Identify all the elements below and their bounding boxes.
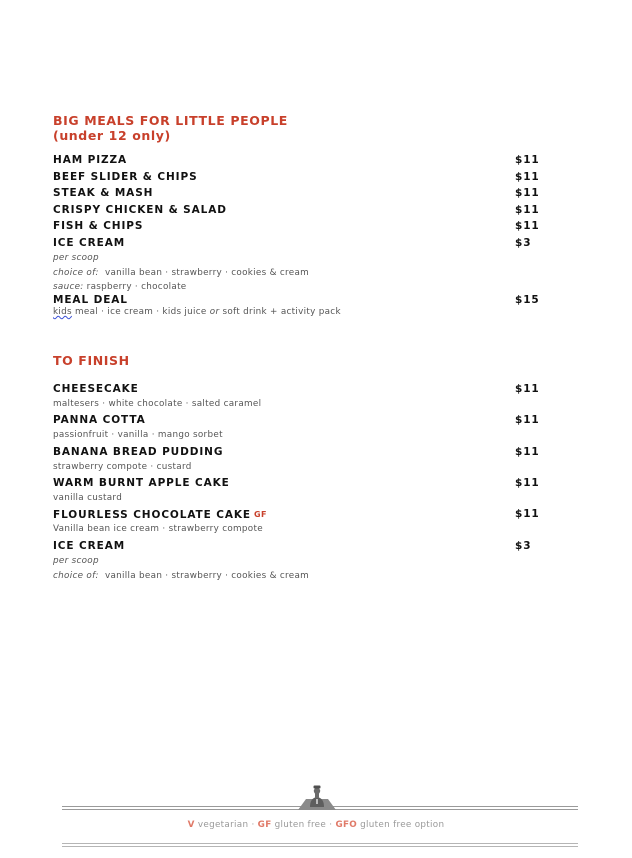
legend-text-v: vegetarian [197, 820, 249, 830]
meal-deal-desc-or: or [209, 307, 220, 317]
menu-item-name: CHEESECAKE [53, 383, 139, 395]
menu-item-name: ICE CREAM [53, 540, 126, 552]
menu-item-price: $3 [515, 237, 532, 249]
kids-section-title: BIG MEALS FOR LITTLE PEOPLE [53, 113, 288, 128]
menu-item-choices [53, 571, 309, 582]
menu-item-price: $11 [515, 414, 540, 426]
menu-item-description: passionfruit · vanilla · mango sorbet [53, 430, 223, 440]
footer-divider-bottom [62, 843, 578, 844]
legend-code-v: V [187, 820, 195, 830]
menu-item-description: strawberry compote · custard [53, 462, 192, 472]
menu-item-name: BEEF SLIDER & CHIPS [53, 171, 198, 183]
menu-item-price: $11 [515, 204, 540, 216]
menu-item-note [53, 253, 99, 264]
menu-item-description: Vanilla bean ice cream · strawberry compote [53, 524, 263, 534]
legend-separator: · [329, 820, 333, 830]
choice-values: vanilla bean · strawberry · cookies & cream [104, 268, 310, 278]
menu-item-name: PANNA COTTA [53, 414, 146, 426]
menu-item-name: MEAL DEAL [53, 294, 128, 306]
menu-item-description: maltesers · white chocolate · salted caramel [53, 399, 262, 409]
chef-bust-logo-icon [298, 785, 336, 813]
legend-text-gf: gluten free [274, 820, 327, 830]
per-scoop-note: per scoop [53, 253, 99, 263]
legend-code-gfo: GFO [335, 820, 358, 830]
menu-item-name: ICE CREAM [53, 237, 126, 249]
menu-item-note [53, 556, 99, 567]
menu-item-name: FISH & CHIPS [53, 220, 144, 232]
kids-section-subtitle: (under 12 only) [53, 128, 171, 143]
footer-divider-bottom-inner [62, 846, 578, 847]
menu-item-name-row [53, 508, 267, 522]
menu-item-name: WARM BURNT APPLE CAKE [53, 477, 230, 489]
menu-item-price: $11 [515, 171, 540, 183]
legend-separator: · [251, 820, 255, 830]
legend-text-gfo: gluten free option [360, 820, 445, 830]
gluten-free-badge: GF [253, 510, 268, 519]
menu-item-price: $11 [515, 383, 540, 395]
choice-values: vanilla bean · strawberry · cookies & cream [104, 571, 310, 581]
menu-item-name: FLOURLESS CHOCOLATE CAKE [53, 509, 251, 521]
menu-item-sauces [53, 282, 187, 293]
sauce-values: raspberry · chocolate [86, 282, 187, 292]
per-scoop-note: per scoop [53, 556, 99, 566]
menu-item-name: STEAK & MASH [53, 187, 154, 199]
menu-item-price: $11 [515, 187, 540, 199]
choice-label: choice of: [53, 571, 99, 581]
menu-item-name: CRISPY CHICKEN & SALAD [53, 204, 227, 216]
menu-item-price: $11 [515, 446, 540, 458]
legend-code-gf: GF [257, 820, 272, 830]
menu-item-price: $11 [515, 477, 540, 489]
choice-label: choice of: [53, 268, 99, 278]
meal-deal-desc-part2: soft drink + activity pack [222, 307, 341, 317]
dietary-legend [0, 820, 632, 830]
menu-item-description: vanilla custard [53, 493, 123, 503]
menu-item-name: BANANA BREAD PUDDING [53, 446, 224, 458]
menu-item-price: $3 [515, 540, 532, 552]
menu-item-choices [53, 268, 309, 279]
finish-section-title: TO FINISH [53, 353, 130, 368]
sauce-label: sauce: [53, 282, 84, 292]
spellcheck-word: kids [53, 307, 72, 317]
menu-item-price: $11 [515, 508, 540, 520]
menu-item-price: $11 [515, 220, 540, 232]
menu-item-price: $11 [515, 154, 540, 166]
menu-item-name: HAM PIZZA [53, 154, 128, 166]
menu-item-description [53, 307, 341, 318]
meal-deal-desc-part1: meal · ice cream · kids juice [75, 307, 207, 317]
menu-item-price: $15 [515, 294, 540, 306]
